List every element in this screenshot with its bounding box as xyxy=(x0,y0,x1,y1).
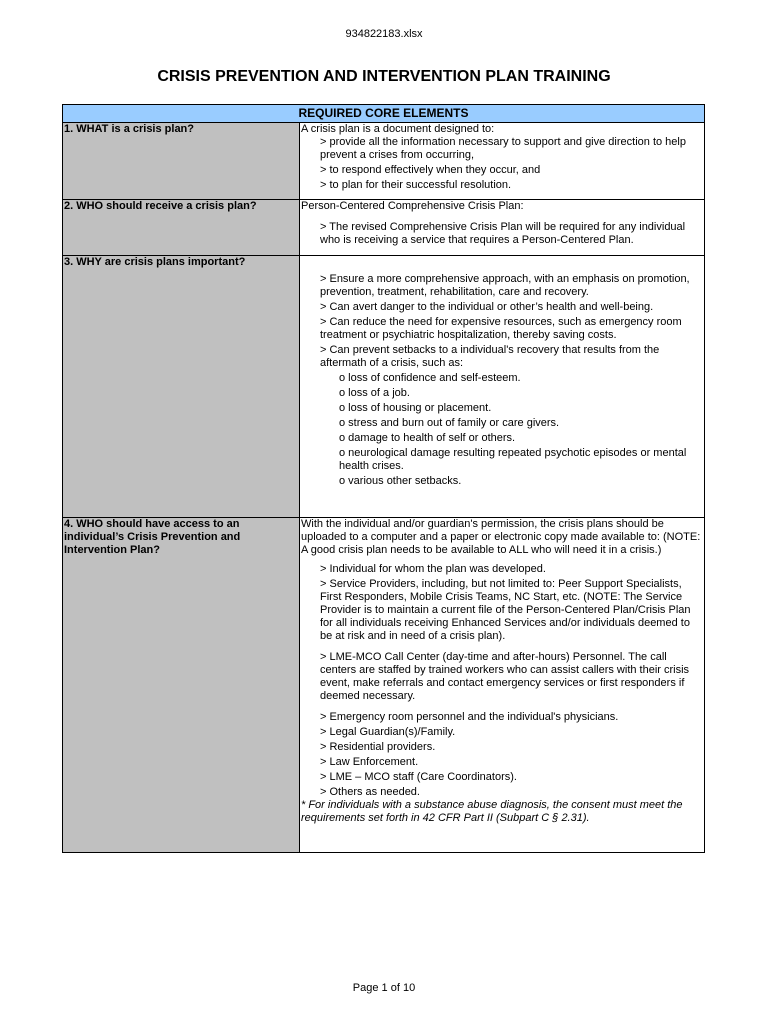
question-cell: 4. WHO should have access to an individual’s Crisis Prevention and Intervention Plan? xyxy=(63,518,300,853)
sub-bullet-item: o loss of confidence and self-esteem. xyxy=(339,372,521,384)
bullet-item: > Ensure a more comprehensive approach, with an emphasis on promotion, prevention, treatment, rehabilitation, care and recovery. xyxy=(320,273,690,298)
bullet-item: > Law Enforcement. xyxy=(320,756,419,768)
bullet-item: > LME – MCO staff (Care Coordinators). xyxy=(320,771,517,783)
bullet-item: > The revised Comprehensive Crisis Plan will be required for any individual who is receiving a service that requires a Person-Centered Plan. xyxy=(320,221,686,246)
core-elements-table xyxy=(62,104,705,853)
answer-intro: Person-Centered Comprehensive Crisis Plan: xyxy=(301,200,524,212)
bullet-item: > LME-MCO Call Center (day-time and after-hours) Personnel. The call centers are staffed by trained workers who can assist callers with their crisis event, make referrals and contact emergency services or first responders if deemed necessary. xyxy=(320,651,690,702)
file-name: 934822183.xlsx xyxy=(345,28,423,40)
bullet-item: > to respond effectively when they occur, and xyxy=(320,164,541,176)
bullet-item: > Emergency room personnel and the individual's physicians. xyxy=(320,711,619,723)
sub-bullet-item: o loss of housing or placement. xyxy=(339,402,492,414)
table-header-row xyxy=(63,105,705,123)
answer-cell xyxy=(300,200,705,256)
table-row xyxy=(63,518,705,853)
answer-cell xyxy=(300,256,705,518)
question-cell: 3. WHY are crisis plans important? xyxy=(63,256,300,518)
answer-intro: A crisis plan is a document designed to: xyxy=(301,123,495,135)
page-number: Page 1 of 10 xyxy=(352,982,416,994)
sub-bullet-item: o various other setbacks. xyxy=(339,475,462,487)
table-row xyxy=(63,256,705,518)
sub-bullet-item: o stress and burn out of family or care givers. xyxy=(339,417,560,429)
bullet-item: > Can prevent setbacks to a individual's recovery that results from the aftermath of a crisis, such as: xyxy=(320,344,660,369)
table-header: REQUIRED CORE ELEMENTS xyxy=(63,105,705,123)
bullet-item: > Residential providers. xyxy=(320,741,436,753)
bullet-item: > Others as needed. xyxy=(320,786,420,798)
sub-bullet-item: o neurological damage resulting repeated psychotic episodes or mental health crises. xyxy=(339,447,687,472)
sub-bullet-item: o damage to health of self or others. xyxy=(339,432,516,444)
bullet-item: > to plan for their successful resolution. xyxy=(320,179,512,191)
bullet-item: > Legal Guardian(s)/Family. xyxy=(320,726,456,738)
answer-cell xyxy=(300,123,705,200)
footnote: * For individuals with a substance abuse diagnosis, the consent must meet the requirements set forth in 42 CFR Part II (Subpart C § 2.31). xyxy=(301,799,683,824)
table-row xyxy=(63,123,705,200)
bullet-item: > Individual for whom the plan was developed. xyxy=(320,563,546,575)
answer-intro: With the individual and/or guardian's permission, the crisis plans should be uploaded to a computer and a paper or electronic copy made available to: (NOTE: A good crisis plan needs to be available to ALL who will need it in a crisis.) xyxy=(301,518,701,556)
bullet-item: > Can avert danger to the individual or other’s health and well-being. xyxy=(320,301,654,313)
bullet-item: > provide all the information necessary to support and give direction to help prevent a crises from occurring, xyxy=(320,136,686,161)
question-cell: 2. WHO should receive a crisis plan? xyxy=(63,200,300,256)
answer-cell xyxy=(300,518,705,853)
bullet-item: > Can reduce the need for expensive resources, such as emergency room treatment or psychiatric hospitalization, thereby saving costs. xyxy=(320,316,682,341)
bullet-item: > Service Providers, including, but not limited to: Peer Support Specialists, First Responders, Mobile Crisis Teams, NC Start, etc. (NOTE: The Service Provider is to maintain a current file of the Person-Centered Plan/Crisis Plan for all individuals receiving Enhanced Services and/or individuals deemed to be at risk and in need of a crisis plan). xyxy=(320,578,691,642)
question-cell: 1. WHAT is a crisis plan? xyxy=(63,123,300,200)
table-row xyxy=(63,200,705,256)
page-title: CRISIS PREVENTION AND INTERVENTION PLAN TRAINING xyxy=(157,68,611,85)
sub-bullet-item: o loss of a job. xyxy=(339,387,410,399)
